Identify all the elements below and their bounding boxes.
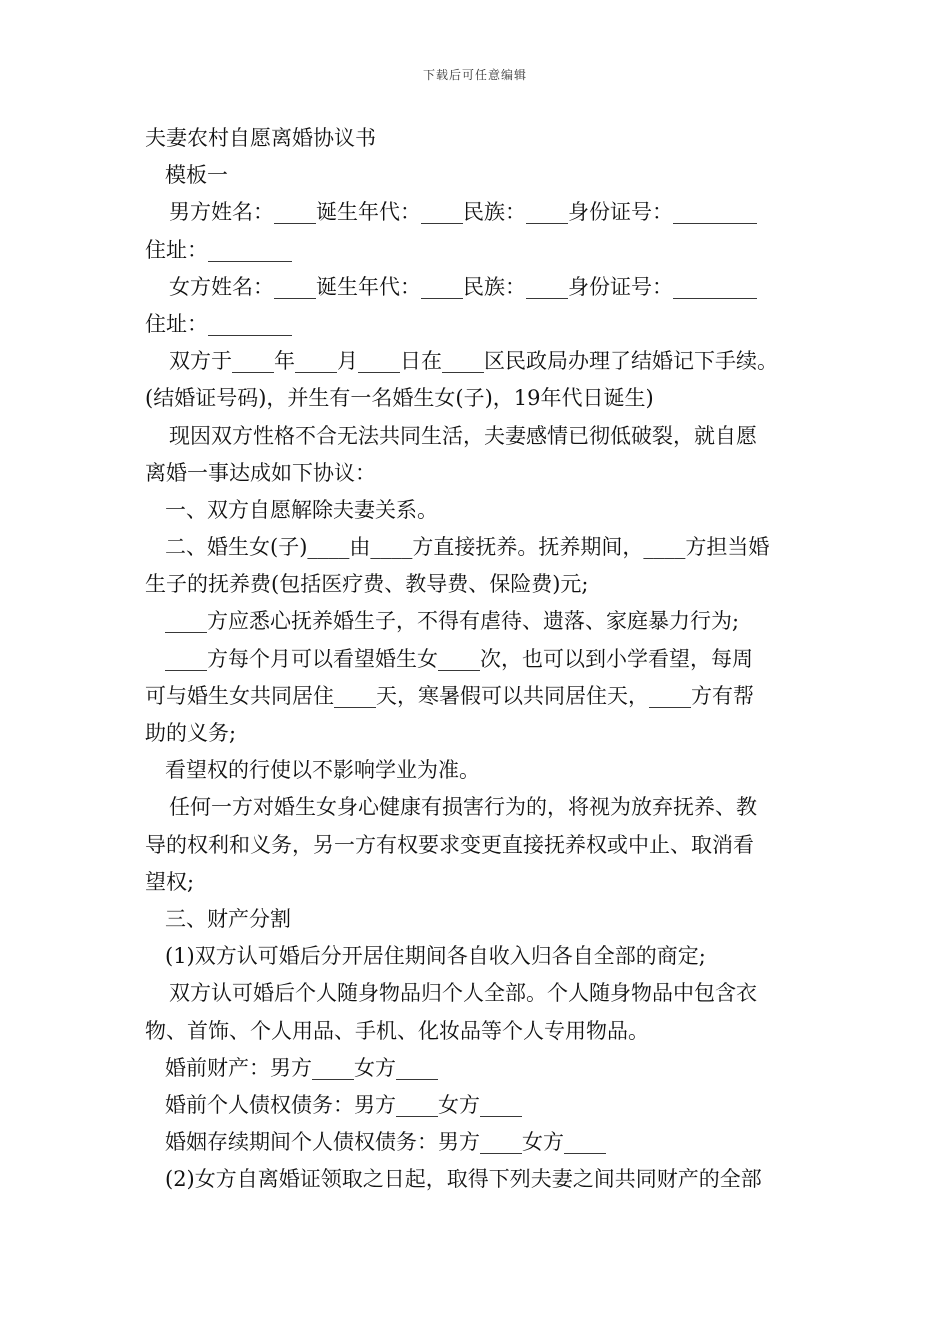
clause-2-line-2: 生子的抚养费(包括医疗费、教导费、保险费)元; bbox=[145, 572, 589, 597]
male-info-line: 男方姓名：____诞生年代：____民族：____身份证号：________ bbox=[169, 200, 757, 225]
marriage-line-2: (结婚证号码)，并生有一名婚生女(子)，19年代日诞生) bbox=[145, 386, 654, 411]
clause-3-line-5: 婚前个人债权债务：男方____女方____ bbox=[165, 1092, 522, 1117]
document-title: 夫妻农村自愿离婚协议书 bbox=[145, 126, 376, 150]
clause-2-line-7: 看望权的行使以不影响学业为准。 bbox=[165, 758, 480, 783]
marriage-line-1: 双方于____年____月____日在____区民政局办理了结婚记下手续。 bbox=[169, 349, 778, 374]
document-body bbox=[145, 120, 810, 1198]
clause-3-line-7: (2)女方自离婚证领取之日起，取得下列夫妻之间共同财产的全部 bbox=[165, 1167, 762, 1192]
clause-3-line-2: 双方认可婚后个人随身物品归个人全部。个人随身物品中包含衣 bbox=[169, 981, 757, 1006]
reason-line-2: 离婚一事达成如下协议： bbox=[145, 460, 376, 485]
template-label: 模板一 bbox=[165, 163, 228, 188]
female-address-line: 住址：________ bbox=[145, 311, 292, 336]
clause-3-line-6: 婚姻存续期间个人债权债务：男方____女方____ bbox=[165, 1130, 606, 1155]
male-address-line: 住址：________ bbox=[145, 237, 292, 262]
clause-1: 一、双方自愿解除夫妻关系。 bbox=[165, 497, 438, 522]
page-header-note: 下载后可任意编辑 bbox=[422, 68, 527, 82]
clause-2-line-8: 任何一方对婚生女身心健康有损害行为的，将视为放弃抚养、教 bbox=[169, 795, 757, 820]
clause-2-line-10: 望权; bbox=[145, 869, 195, 894]
clause-3-heading: 三、财产分割 bbox=[165, 906, 291, 931]
clause-2-line-9: 导的权利和义务，另一方有权要求变更直接抚养权或中止、取消看 bbox=[145, 832, 754, 857]
clause-3-line-4: 婚前财产：男方____女方____ bbox=[165, 1055, 438, 1080]
clause-3-line-1: (1)双方认可婚后分开居住期间各自收入归各自全部的商定; bbox=[165, 944, 706, 969]
female-info-line: 女方姓名：____诞生年代：____民族：____身份证号：________ bbox=[169, 274, 757, 299]
clause-2-line-6: 助的义务; bbox=[145, 721, 237, 745]
clause-2-line-1: 二、婚生女(子)____由____方直接抚养。抚养期间，____方担当婚 bbox=[165, 535, 770, 560]
clause-3-line-3: 物、首饰、个人用品、手机、化妆品等个人专用物品。 bbox=[145, 1018, 649, 1043]
clause-2-line-4: ____方每个月可以看望婚生女____次，也可以到小学看望，每周 bbox=[165, 646, 753, 671]
clause-2-line-5: 可与婚生女共同居住____天，寒暑假可以共同居住天，____方有帮 bbox=[145, 683, 754, 708]
reason-line-1: 现因双方性格不合无法共同生活，夫妻感情已彻低破裂，就自愿 bbox=[169, 423, 757, 448]
clause-2-line-3: ____方应悉心抚养婚生子，不得有虐待、遗落、家庭暴力行为; bbox=[165, 609, 740, 634]
